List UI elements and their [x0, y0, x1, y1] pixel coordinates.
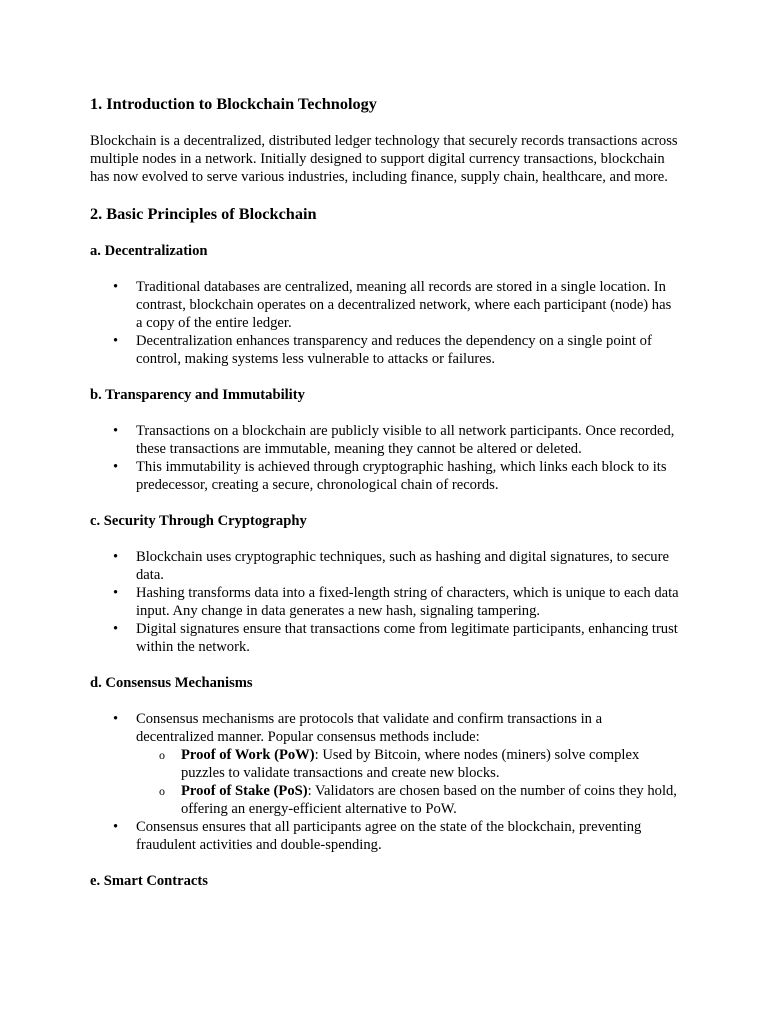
transparency-list	[90, 422, 680, 494]
list-item: • Traditional databases are centralized, meaning all records are stored in a single location. In contrast, blockchain operates on a decentralized network, where each participant (node) has a copy of the entire ledger.	[90, 278, 680, 332]
consensus-heading: d. Consensus Mechanisms	[90, 675, 253, 691]
list-item: • This immutability is achieved through cryptographic hashing, which links each block to its predecessor, creating a secure, chronological chain of records.	[90, 458, 680, 494]
transparency-heading: b. Transparency and Immutability	[90, 387, 305, 403]
pos-term: Proof of Stake (PoS)	[181, 783, 308, 799]
consensus-intro-text: Consensus mechanisms are protocols that validate and confirm transactions in a decentralized manner. Popular consensus methods include:	[136, 711, 603, 745]
sub-list-item-pos	[136, 782, 680, 818]
list-item: • Consensus ensures that all participants agree on the state of the blockchain, preventing fraudulent activities and double-spending.	[90, 818, 680, 854]
decentralization-list	[90, 278, 680, 368]
security-heading: c. Security Through Cryptography	[90, 513, 307, 529]
intro-paragraph: Blockchain is a decentralized, distributed ledger technology that securely records transactions across multiple nodes in a network. Initially designed to support digital currency transactions, blockchain has now evolved to serve various industries, including finance, supply chain, healthcare, and more.	[90, 133, 678, 185]
list-item: • Decentralization enhances transparency and reduces the dependency on a single point of control, making systems less vulnerable to attacks or failures.	[90, 332, 680, 368]
pos-description: : Validators are chosen based on the number of coins they hold, offering an energy-efficient alternative to PoW.	[181, 783, 677, 817]
list-item: • Transactions on a blockchain are publicly visible to all network participants. Once recorded, these transactions are immutable, meaning they cannot be altered or deleted.	[90, 422, 680, 458]
pow-term: Proof of Work (PoW)	[181, 747, 315, 763]
principles-heading: 2. Basic Principles of Blockchain	[90, 204, 317, 223]
decentralization-heading: a. Decentralization	[90, 243, 208, 259]
list-item: • Blockchain uses cryptographic techniques, such as hashing and digital signatures, to secure data.	[90, 548, 680, 584]
pow-description: : Used by Bitcoin, where nodes (miners) solve complex puzzles to validate transactions and create new blocks.	[181, 747, 640, 781]
consensus-methods-list	[136, 746, 680, 818]
list-item	[90, 710, 680, 818]
document-body	[90, 94, 680, 890]
consensus-list	[90, 710, 680, 854]
sub-list-item-pow	[136, 746, 680, 782]
list-item: • Digital signatures ensure that transactions come from legitimate participants, enhancing trust within the network.	[90, 620, 680, 656]
list-item: • Hashing transforms data into a fixed-length string of characters, which is unique to each data input. Any change in data generates a new hash, signaling tampering.	[90, 584, 680, 620]
intro-heading: 1. Introduction to Blockchain Technology	[90, 94, 377, 113]
smart-contracts-heading: e. Smart Contracts	[90, 873, 208, 889]
security-list	[90, 548, 680, 656]
